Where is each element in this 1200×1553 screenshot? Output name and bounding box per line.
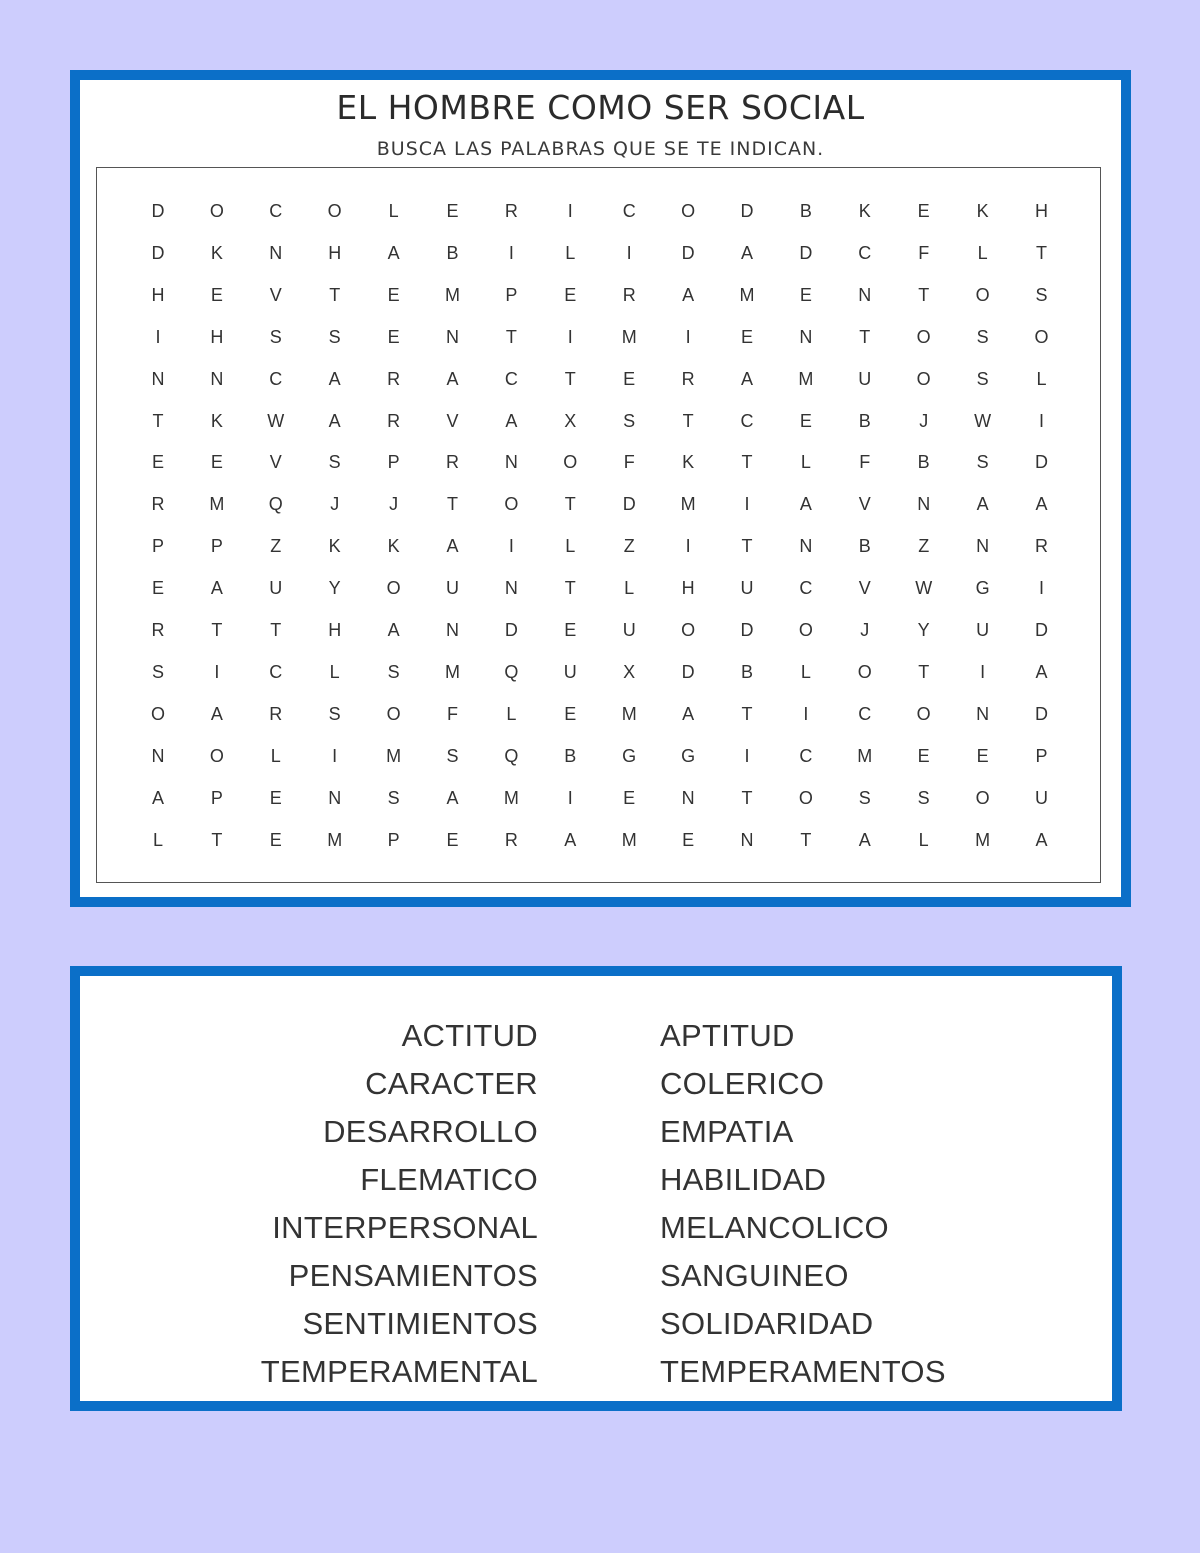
- grid-letter: I: [803, 703, 809, 724]
- grid-letter: Z: [918, 536, 930, 557]
- grid-letter: I: [685, 536, 691, 557]
- grid-letter: C: [269, 661, 283, 682]
- grid-letter: L: [800, 452, 811, 473]
- grid-letter: C: [269, 201, 283, 221]
- grid-letter: T: [682, 410, 694, 431]
- grid-letter: H: [328, 620, 342, 640]
- grid-letter: O: [798, 620, 813, 640]
- grid-letter: Q: [268, 494, 283, 515]
- grid-letter: O: [327, 201, 342, 221]
- grid-letter: M: [445, 284, 460, 305]
- grid-letter: H: [151, 284, 165, 305]
- grid-letter: P: [1035, 745, 1048, 766]
- grid-letter: O: [681, 201, 696, 221]
- grid-letter: I: [567, 326, 573, 347]
- grid-letter: B: [740, 661, 753, 682]
- grid-letter: U: [1035, 787, 1048, 808]
- grid-letter: R: [504, 829, 518, 850]
- grid-letter: R: [622, 284, 636, 305]
- grid-letter: I: [1038, 410, 1044, 431]
- grid-letter: I: [155, 326, 161, 347]
- grid-letter: M: [445, 661, 460, 682]
- grid-letter: S: [328, 326, 341, 347]
- grid-letter: E: [446, 201, 459, 221]
- grid-letter: C: [799, 578, 813, 599]
- grid-letter: T: [741, 536, 753, 557]
- grid-letter: Z: [270, 536, 282, 557]
- grid-letter: G: [622, 745, 637, 766]
- grid-letter: L: [624, 578, 635, 599]
- grid-letter: S: [1035, 284, 1048, 305]
- grid-letter: W: [974, 410, 992, 431]
- grid-letter: N: [917, 494, 931, 515]
- grid-letter: S: [387, 661, 400, 682]
- grid-letter: U: [446, 578, 459, 599]
- grid-letter: A: [682, 284, 695, 305]
- grid-letter: P: [387, 829, 400, 850]
- grid-letter: V: [858, 494, 871, 515]
- grid-letter: H: [210, 326, 224, 347]
- grid-letter: A: [858, 829, 871, 850]
- word-list-item: DESARROLLO: [323, 1114, 538, 1149]
- grid-letter: U: [976, 620, 990, 640]
- word-list-item: ACTITUD: [401, 1018, 538, 1053]
- grid-letter: T: [447, 494, 458, 515]
- grid-letter: L: [152, 829, 163, 850]
- grid-letter: B: [446, 242, 459, 263]
- grid-letter: O: [975, 787, 990, 808]
- grid-letter: D: [799, 242, 813, 263]
- grid-letter: E: [799, 284, 812, 305]
- word-list-item: TEMPERAMENTOS: [660, 1354, 946, 1389]
- grid-letter: J: [860, 620, 870, 640]
- grid-letter: O: [150, 703, 165, 724]
- word-list-item: MELANCOLICO: [660, 1210, 889, 1245]
- grid-letter: R: [269, 703, 283, 724]
- grid-letter: P: [151, 536, 164, 557]
- grid-letter: O: [1034, 326, 1049, 347]
- grid-letter: N: [799, 326, 813, 347]
- grid-letter: N: [976, 703, 990, 724]
- grid-letter: C: [799, 745, 813, 766]
- grid-letter: I: [214, 661, 220, 682]
- grid-letter: R: [151, 620, 165, 640]
- grid-letter: J: [919, 410, 929, 431]
- grid-letter: W: [915, 578, 933, 599]
- grid-letter: B: [858, 410, 871, 431]
- grid-letter: B: [858, 536, 871, 557]
- grid-letter: F: [447, 703, 458, 724]
- grid-letter: D: [504, 620, 518, 640]
- word-list-item: CARACTER: [365, 1066, 538, 1101]
- grid-letter: A: [387, 242, 400, 263]
- grid-letter: I: [1038, 578, 1044, 599]
- grid-letter: E: [682, 829, 695, 850]
- grid-letter: B: [799, 201, 812, 221]
- grid-letter: E: [564, 703, 577, 724]
- grid-letter: S: [151, 661, 164, 682]
- grid-letter: N: [446, 620, 459, 640]
- grid-letter: V: [858, 578, 871, 599]
- grid-letter: I: [567, 201, 573, 221]
- word-search-panel: [70, 70, 1131, 907]
- grid-letter: N: [681, 787, 695, 808]
- grid-letter: M: [621, 829, 637, 850]
- grid-letter: T: [211, 829, 223, 850]
- grid-letter: O: [916, 368, 931, 389]
- grid-letter: S: [328, 452, 341, 473]
- grid-letter: E: [917, 745, 930, 766]
- word-list-item: COLERICO: [660, 1066, 825, 1101]
- grid-letter: A: [210, 578, 223, 599]
- letter-grid: [97, 168, 1102, 884]
- grid-letter: O: [386, 578, 401, 599]
- word-list-item: INTERPERSONAL: [272, 1210, 538, 1245]
- word-list-item: SOLIDARIDAD: [660, 1306, 874, 1341]
- grid-letter: C: [269, 368, 283, 389]
- grid-letter: T: [741, 787, 753, 808]
- word-list-item: SENTIMIENTOS: [302, 1306, 538, 1341]
- grid-letter: N: [151, 745, 165, 766]
- grid-letter: S: [976, 452, 989, 473]
- grid-letter: X: [623, 661, 636, 682]
- word-list-item: EMPATIA: [660, 1114, 794, 1149]
- word-list-item: FLEMATICO: [360, 1162, 538, 1197]
- grid-letter: P: [387, 452, 400, 473]
- grid-letter: E: [210, 284, 223, 305]
- grid-letter: T: [918, 661, 930, 682]
- grid-letter: A: [151, 787, 164, 808]
- grid-letter: K: [682, 452, 695, 473]
- grid-letter: H: [1035, 201, 1048, 221]
- grid-letter: M: [327, 829, 343, 850]
- grid-letter: N: [740, 829, 754, 850]
- grid-letter: A: [976, 494, 989, 515]
- grid-letter: M: [739, 284, 755, 305]
- grid-letter: O: [386, 703, 401, 724]
- grid-letter: E: [269, 829, 282, 850]
- word-list-item: TEMPERAMENTAL: [260, 1354, 538, 1389]
- letter-grid-frame: [96, 167, 1101, 883]
- grid-letter: U: [563, 661, 577, 682]
- grid-letter: T: [564, 494, 576, 515]
- grid-letter: B: [564, 745, 577, 766]
- grid-letter: L: [506, 703, 517, 724]
- grid-letter: K: [858, 201, 871, 221]
- grid-letter: N: [210, 368, 224, 389]
- grid-letter: A: [446, 368, 459, 389]
- grid-letter: S: [446, 745, 459, 766]
- grid-letter: K: [328, 536, 341, 557]
- grid-letter: U: [622, 620, 636, 640]
- grid-letter: E: [976, 745, 989, 766]
- grid-letter: R: [387, 368, 401, 389]
- grid-letter: T: [270, 620, 282, 640]
- grid-letter: M: [975, 829, 991, 850]
- grid-letter: K: [387, 536, 400, 557]
- grid-letter: A: [210, 703, 223, 724]
- grid-letter: A: [740, 368, 753, 389]
- grid-letter: U: [858, 368, 872, 389]
- grid-letter: P: [210, 536, 223, 557]
- grid-letter: N: [504, 452, 518, 473]
- grid-letter: S: [387, 787, 400, 808]
- grid-letter: I: [744, 745, 750, 766]
- grid-letter: D: [151, 242, 165, 263]
- grid-letter: D: [740, 620, 754, 640]
- grid-letter: P: [505, 284, 518, 305]
- grid-letter: U: [740, 578, 754, 599]
- grid-letter: E: [387, 326, 400, 347]
- grid-letter: D: [681, 661, 695, 682]
- grid-letter: N: [151, 368, 165, 389]
- grid-letter: A: [682, 703, 695, 724]
- grid-letter: R: [151, 494, 165, 515]
- grid-letter: H: [681, 578, 695, 599]
- grid-letter: M: [503, 787, 519, 808]
- grid-letter: T: [211, 620, 223, 640]
- grid-letter: T: [505, 326, 517, 347]
- grid-letter: I: [685, 326, 691, 347]
- grid-letter: O: [798, 787, 813, 808]
- grid-letter: I: [567, 787, 573, 808]
- grid-letter: E: [623, 368, 636, 389]
- page-title: EL HOMBRE COMO SER SOCIAL: [336, 88, 865, 127]
- grid-letter: M: [798, 368, 814, 389]
- grid-letter: E: [917, 201, 930, 221]
- grid-letter: O: [504, 494, 519, 515]
- grid-letter: I: [332, 745, 338, 766]
- grid-letter: S: [623, 410, 636, 431]
- grid-letter: R: [681, 368, 695, 389]
- grid-letter: O: [209, 201, 224, 221]
- grid-letter: C: [622, 201, 636, 221]
- grid-letter: M: [621, 326, 637, 347]
- grid-letter: K: [976, 201, 989, 221]
- grid-letter: R: [1035, 536, 1048, 557]
- grid-letter: I: [744, 494, 750, 515]
- grid-letter: M: [209, 494, 225, 515]
- grid-letter: V: [269, 284, 282, 305]
- grid-letter: O: [563, 452, 578, 473]
- grid-letter: S: [858, 787, 871, 808]
- grid-letter: A: [1035, 829, 1048, 850]
- grid-letter: E: [387, 284, 400, 305]
- grid-letter: A: [505, 410, 518, 431]
- grid-letter: C: [858, 703, 872, 724]
- grid-letter: S: [976, 368, 989, 389]
- grid-letter: S: [328, 703, 341, 724]
- grid-letter: E: [269, 787, 282, 808]
- grid-letter: N: [799, 536, 813, 557]
- word-list-item: APTITUD: [660, 1018, 795, 1053]
- grid-letter: M: [386, 745, 402, 766]
- grid-letter: K: [210, 410, 223, 431]
- grid-letter: O: [975, 284, 990, 305]
- grid-letter: A: [328, 368, 341, 389]
- grid-letter: J: [389, 494, 399, 515]
- grid-letter: P: [210, 787, 223, 808]
- grid-letter: V: [269, 452, 282, 473]
- word-list-item: SANGUINEO: [660, 1258, 849, 1293]
- grid-letter: I: [626, 242, 632, 263]
- grid-letter: O: [681, 620, 696, 640]
- grid-letter: A: [740, 242, 753, 263]
- grid-letter: E: [151, 578, 164, 599]
- grid-letter: O: [209, 745, 224, 766]
- grid-letter: M: [680, 494, 696, 515]
- grid-letter: S: [917, 787, 930, 808]
- grid-letter: N: [269, 242, 283, 263]
- grid-letter: C: [504, 368, 518, 389]
- grid-letter: E: [623, 787, 636, 808]
- word-list-item: PENSAMIENTOS: [288, 1258, 538, 1293]
- grid-letter: T: [329, 284, 341, 305]
- grid-letter: R: [387, 410, 401, 431]
- grid-letter: A: [564, 829, 577, 850]
- grid-letter: N: [858, 284, 872, 305]
- grid-letter: N: [328, 787, 342, 808]
- grid-letter: A: [328, 410, 341, 431]
- grid-letter: V: [446, 410, 459, 431]
- grid-letter: M: [857, 745, 873, 766]
- grid-letter: T: [741, 452, 753, 473]
- grid-letter: J: [330, 494, 340, 515]
- grid-letter: C: [740, 410, 754, 431]
- grid-letter: L: [565, 242, 576, 263]
- grid-letter: S: [976, 326, 989, 347]
- grid-letter: E: [151, 452, 164, 473]
- grid-letter: E: [740, 326, 753, 347]
- grid-letter: X: [564, 410, 577, 431]
- grid-letter: L: [388, 201, 399, 221]
- grid-letter: L: [1036, 368, 1047, 389]
- grid-letter: H: [328, 242, 342, 263]
- word-list-left-column: [80, 1016, 538, 1400]
- grid-letter: T: [741, 703, 753, 724]
- grid-letter: O: [857, 661, 872, 682]
- grid-letter: T: [152, 410, 164, 431]
- grid-letter: D: [1035, 452, 1048, 473]
- grid-letter: D: [1035, 620, 1048, 640]
- grid-letter: Y: [917, 620, 930, 640]
- grid-letter: W: [267, 410, 285, 431]
- grid-letter: S: [269, 326, 282, 347]
- grid-letter: T: [800, 829, 812, 850]
- grid-letter: I: [508, 242, 514, 263]
- grid-letter: I: [508, 536, 514, 557]
- grid-letter: O: [916, 326, 931, 347]
- grid-letter: A: [799, 494, 812, 515]
- grid-letter: R: [504, 201, 518, 221]
- grid-letter: K: [210, 242, 223, 263]
- word-list-item: HABILIDAD: [660, 1162, 827, 1197]
- grid-letter: D: [622, 494, 636, 515]
- grid-letter: N: [976, 536, 990, 557]
- grid-letter: L: [329, 661, 340, 682]
- grid-letter: D: [681, 242, 695, 263]
- grid-letter: B: [917, 452, 930, 473]
- grid-letter: E: [564, 620, 577, 640]
- instructions: BUSCA LAS PALABRAS QUE SE TE INDICAN.: [376, 138, 825, 160]
- grid-letter: T: [859, 326, 871, 347]
- grid-letter: E: [446, 829, 459, 850]
- grid-letter: G: [975, 578, 990, 599]
- grid-letter: F: [859, 452, 871, 473]
- grid-letter: A: [446, 787, 459, 808]
- grid-letter: Q: [504, 745, 519, 766]
- grid-letter: N: [446, 326, 459, 347]
- grid-letter: E: [564, 284, 577, 305]
- grid-letter: Q: [504, 661, 519, 682]
- grid-letter: F: [918, 242, 930, 263]
- grid-letter: F: [623, 452, 635, 473]
- grid-letter: Y: [328, 578, 341, 599]
- grid-letter: A: [387, 620, 400, 640]
- grid-letter: E: [799, 410, 812, 431]
- grid-letter: D: [1035, 703, 1048, 724]
- grid-letter: G: [681, 745, 696, 766]
- grid-letter: I: [980, 661, 986, 682]
- grid-letter: T: [918, 284, 930, 305]
- grid-letter: C: [858, 242, 872, 263]
- grid-letter: O: [916, 703, 931, 724]
- grid-letter: R: [446, 452, 459, 473]
- grid-letter: Z: [623, 536, 635, 557]
- grid-letter: E: [210, 452, 223, 473]
- grid-letter: L: [918, 829, 929, 850]
- grid-letter: A: [1035, 494, 1048, 515]
- grid-letter: U: [269, 578, 283, 599]
- grid-letter: T: [564, 368, 576, 389]
- grid-letter: M: [621, 703, 637, 724]
- grid-letter: L: [977, 242, 988, 263]
- grid-letter: L: [270, 745, 281, 766]
- grid-letter: T: [1036, 242, 1047, 263]
- grid-letter: A: [1035, 661, 1048, 682]
- grid-letter: L: [565, 536, 576, 557]
- grid-letter: T: [564, 578, 576, 599]
- grid-letter: L: [800, 661, 811, 682]
- grid-letter: D: [740, 201, 754, 221]
- grid-letter: N: [504, 578, 518, 599]
- grid-letter: D: [151, 201, 165, 221]
- grid-letter: A: [446, 536, 459, 557]
- word-list-panel: [70, 966, 1122, 1411]
- word-list-right-column: [660, 1016, 1080, 1400]
